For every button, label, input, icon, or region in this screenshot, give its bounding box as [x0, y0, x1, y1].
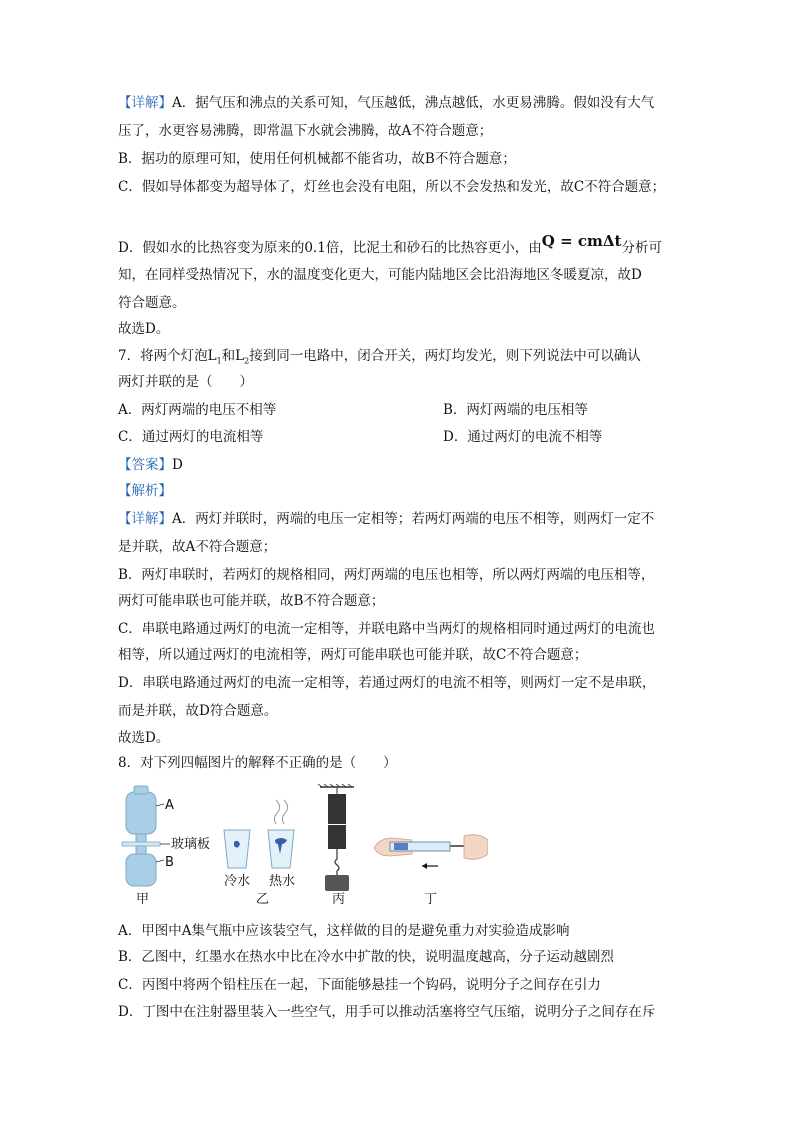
q7-detail-d-line1: D．串联电路通过两灯的电流一定相等，若通过两灯的电流不相等，则两灯一定不是串联， [118, 675, 656, 691]
q7-detail-c-line2: 相等，所以通过两灯的电流相等，两灯可能串联也可能并联，故C不符合题意； [118, 647, 588, 663]
gas-bottles-diagram [122, 786, 210, 904]
label-glass-plate: 玻璃板 [171, 837, 211, 852]
label-cold-water: 冷水 [224, 874, 251, 889]
bottle-b [126, 854, 156, 886]
q6-detail-a-line1: 【详解】A．据气压和沸点的关系可知，气压越低，沸点越低，水更易沸腾。假如没有大气 [118, 95, 655, 111]
syringe-diagram [374, 835, 488, 904]
lead-cylinder-top [328, 794, 346, 824]
q7-detail-d-line2: 而是并联，故D符合题意。 [118, 703, 278, 719]
q6-detail-a-line2: 压了，水更容易沸腾，即常温下水就会沸腾，故A不符合题意； [118, 123, 493, 139]
q7-analysis-tag: 【解析】 [118, 483, 172, 499]
q8-figure [118, 784, 488, 904]
cold-water-cup [224, 830, 250, 868]
label-hot-water: 热水 [269, 874, 296, 889]
steam-icon [274, 800, 279, 824]
q7-detail-a-line1: 【详解】A．两灯并联时，两端的电压一定相等；若两灯两端的电压不相等，则两灯一定不 [118, 511, 655, 527]
q8-option-d: D．丁图中在注射器里装入一些空气，用手可以推动活塞将空气压缩，说明分子之间存在斥 [118, 1004, 656, 1020]
heat-formula: Q = cmΔt [541, 232, 622, 250]
q7-option-a: A．两灯两端的电压不相等 [118, 402, 277, 418]
q7-detail-c-line1: C．串联电路通过两灯的电流一定相等，并联电路中当两灯的规格相同时通过两灯的电流也 [118, 621, 655, 637]
q7-choose: 故选D。 [118, 730, 170, 746]
label-a: A [165, 798, 174, 813]
q8-option-b: B．乙图中，红墨水在热水中比在冷水中扩散的快，说明温度越高，分子运动越剧烈 [118, 949, 614, 965]
label-jia: 甲 [136, 892, 150, 904]
q8-stem: 8．对下列四幅图片的解释不正确的是（ ） [118, 755, 397, 771]
q6-detail-b: B．据功的原理可知，使用任何机械都不能省功，故B不符合题意； [118, 151, 516, 167]
label-bing: 丙 [332, 892, 346, 904]
q8-option-c: C．丙图中将两个铅柱压在一起，下面能够悬挂一个钩码，说明分子之间存在引力 [118, 977, 601, 993]
q6-choose: 故选D。 [118, 321, 170, 337]
q6-detail-c: C．假如导体都变为超导体了，灯丝也会没有电阻，所以不会发热和发光，故C不符合题意； [118, 179, 666, 195]
bottle-a [126, 792, 156, 834]
lead-cylinders-diagram [318, 784, 354, 904]
q6-detail-d-line2: 知，在同样受热情况下，水的温度变化更大，可能内陆地区会比沿海地区冬暖夏凉，故D [118, 267, 642, 283]
weight [325, 875, 349, 891]
hook-icon [335, 849, 339, 875]
q8-option-a: A．甲图中A集气瓶中应该装空气，这样做的目的是避免重力对实验造成影响 [118, 923, 570, 939]
label-yi: 乙 [256, 892, 270, 904]
lead-cylinder-bottom [328, 825, 346, 849]
label-ding: 丁 [424, 892, 438, 904]
answer-tag: 【答案】 [118, 457, 172, 473]
q7-detail-b-line1: B．两灯串联时，若两灯的规格相同，两灯两端的电压也相等，所以两灯两端的电压相等， [118, 567, 655, 583]
bottle-a-neck [134, 786, 148, 794]
right-hand [464, 835, 488, 860]
q7-option-c: C．通过两灯的电流相等 [118, 429, 264, 445]
q7-detail-b-line2: 两灯可能串联也可能并联，故B不符合题意； [118, 593, 385, 609]
detail-tag: 【详解】 [118, 511, 172, 527]
detail-tag: 【详解】 [118, 95, 172, 111]
label-b: B [165, 855, 174, 870]
q7-option-d: D．通过两灯的电流不相等 [443, 429, 603, 445]
q7-option-b: B．两灯两端的电压相等 [443, 402, 588, 418]
q6-detail-d-line3: 符合题意。 [118, 295, 186, 311]
diffusion-cups-diagram [224, 800, 295, 904]
q6-detail-d-line1: D．假如水的比热容变为原来的0.1倍，比泥土和砂石的比热容更小，由Q = cmΔt分析可 [118, 232, 662, 256]
q7-detail-a-line2: 是并联，故A不符合题意； [118, 539, 277, 555]
q7-stem-line2: 两灯并联的是（ ） [118, 374, 253, 390]
glass-plate [122, 842, 160, 846]
q7-stem-line1: 7．将两个灯泡$L_1$和$L_2$接到同一电路中，闭合开关，两灯均发光，则下列说法中可以确认 [118, 348, 641, 366]
q7-answer: 【答案】D [118, 457, 183, 473]
